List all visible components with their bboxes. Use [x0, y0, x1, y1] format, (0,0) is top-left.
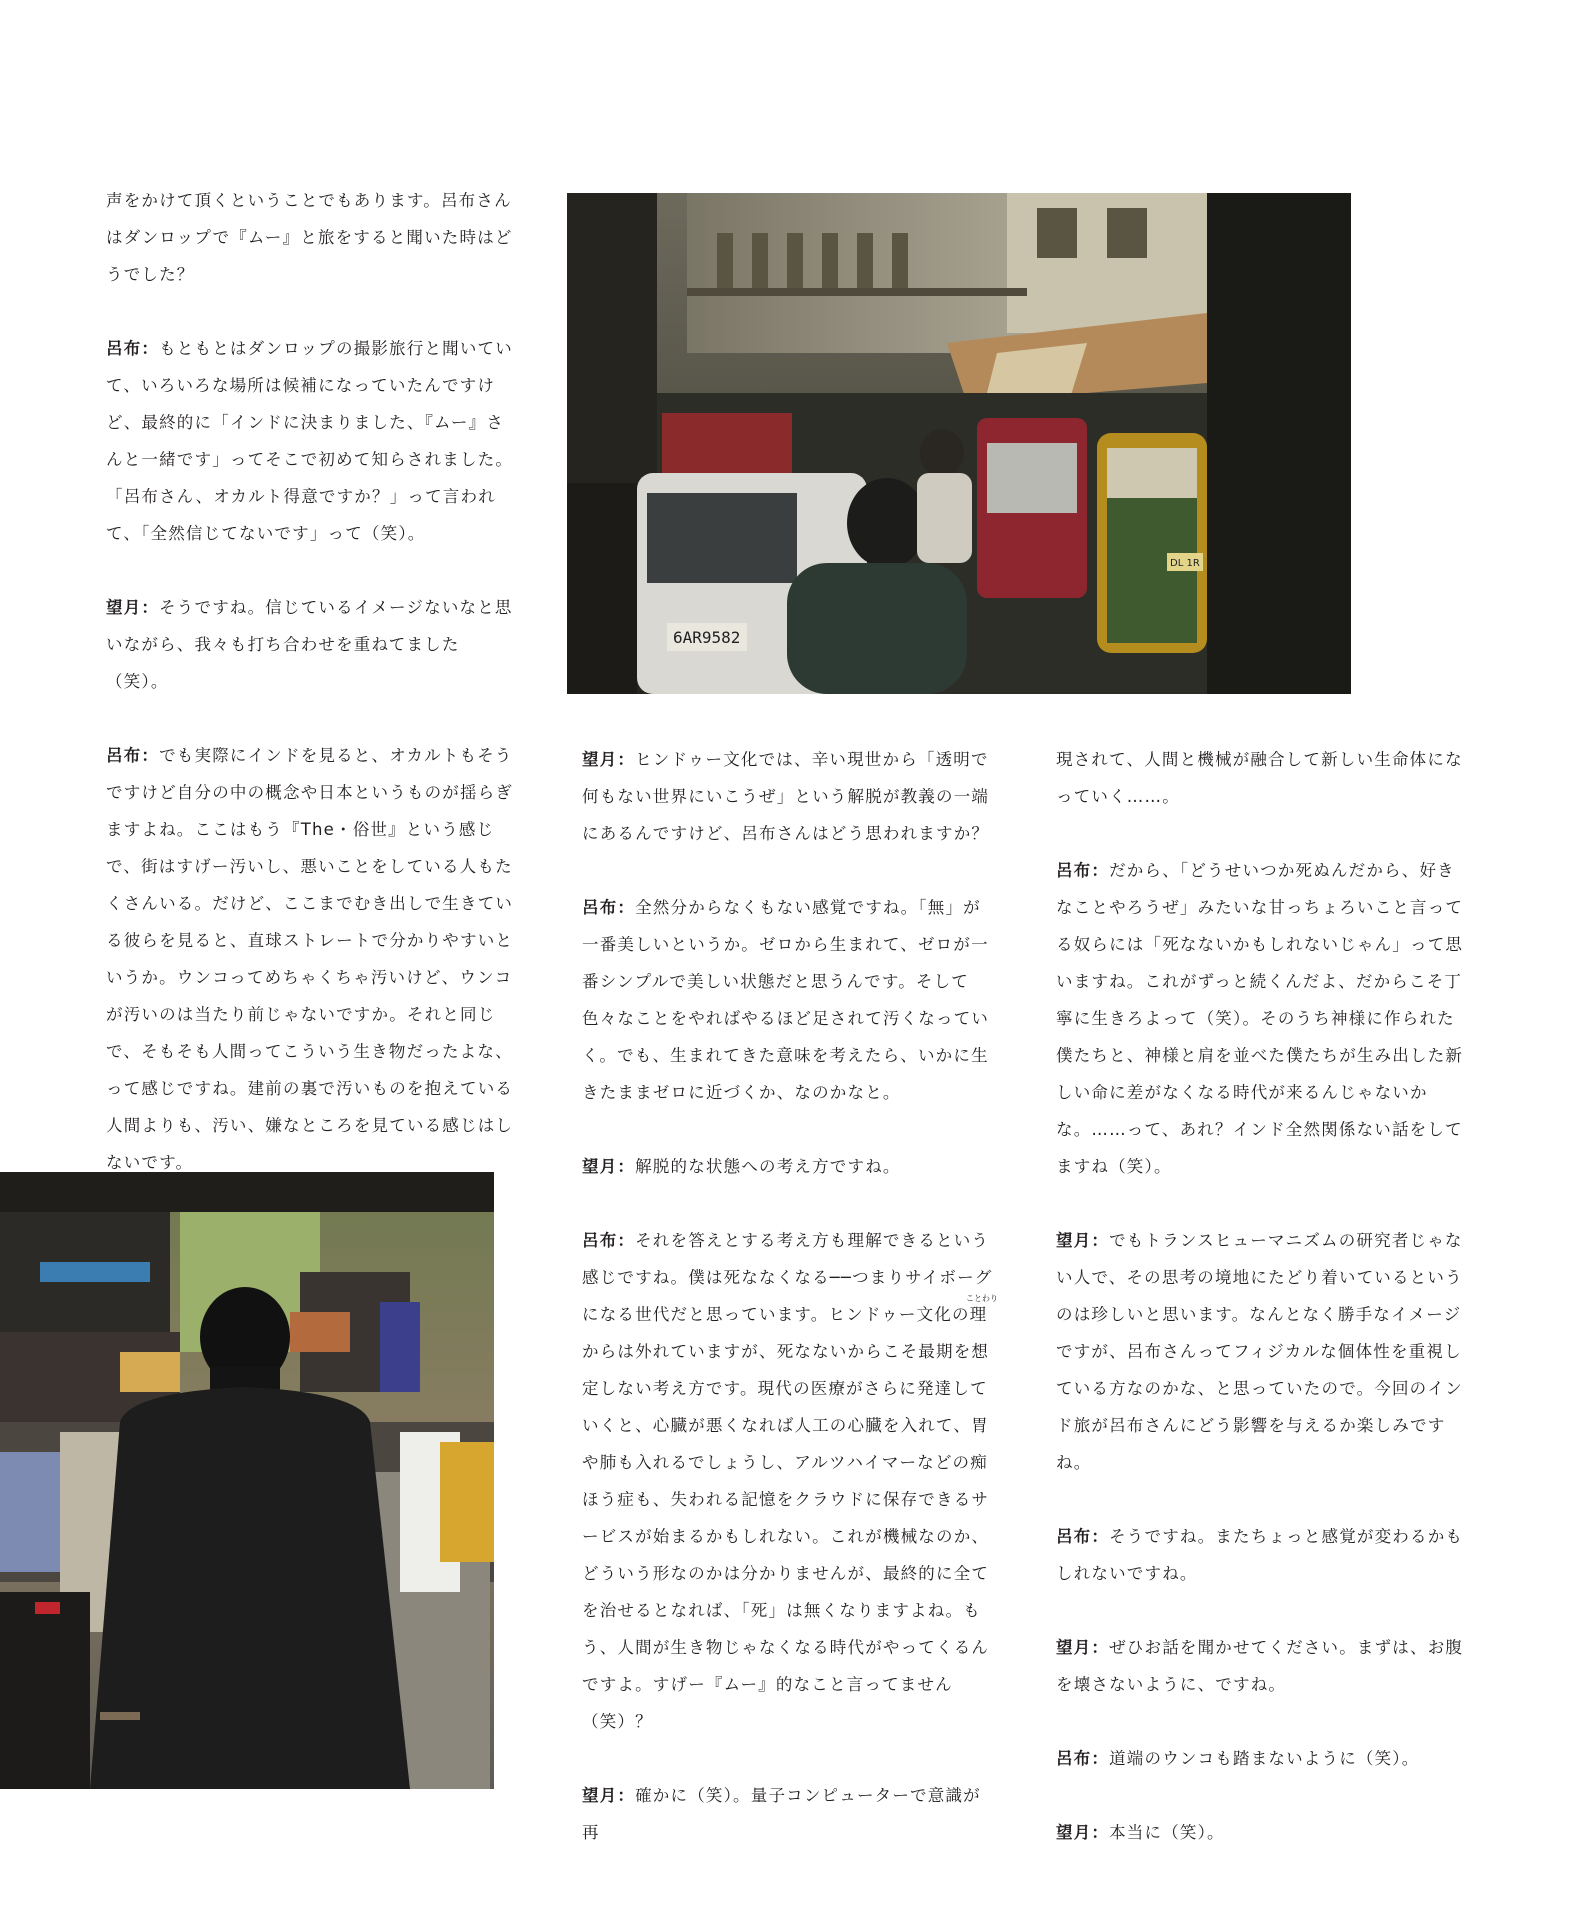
- speaker-label: 呂布：: [1056, 1527, 1110, 1546]
- paragraph: [106, 182, 521, 293]
- text-column-3: [1056, 741, 1471, 1851]
- text-column-1: [106, 182, 521, 1181]
- paragraph: [106, 737, 521, 1181]
- speaker-label: 望月：: [582, 1786, 636, 1805]
- speaker-label: 望月：: [1056, 1638, 1110, 1657]
- paragraph-text: 声をかけて頂くということでもあります。呂布さんはダンロップで『ムー』と旅をすると聞いた時はどうでした？: [106, 191, 513, 284]
- paragraph-text: それを答えとする考え方も理解できるという感じですね。僕は死ななくなる──つまりサイボーグになる世代だと思っています。ヒンドゥー文化の理からは外れていますが、死なないからこそ最期を想定しない考え方です。現代の医療がさらに発達していくと、心臓が悪くなれば人工の心臓を入れて、胃や肺も入れるでしょうし、アルツハイマーなどの痴ほう症も、失われる記憶をクラウドに保存できるサービスが始まるかもしれない。これが機械なのか、どういう形なのかは分かりませんが、最終的に全てを治せるとなれば、「死」は無くなりますよね。もう、人間が生き物じゃなくなる時代がやってくるんですよ。すげー『ムー』的なこと言ってません（笑）？: [582, 1231, 993, 1731]
- speaker-label: 望月：: [1056, 1231, 1110, 1250]
- speaker-label: 呂布：: [106, 339, 160, 358]
- paragraph-text: でも実際にインドを見ると、オカルトもそうですけど自分の中の概念や日本というものが揺らぎますよね。ここはもう『The・俗世』という感じで、街はすげー汚いし、悪いことをしている人もたくさんいる。だけど、ここまでむき出しで生きている彼らを見ると、直球ストレートで分かりやすいというか。ウンコってめちゃくちゃ汚いけど、ウンコが汚いのは当たり前じゃないですか。それと同じで、そもそも人間ってこういう生き物だったよな、って感じですね。建前の裏で汚いものを抱えている人間よりも、汚い、嫌なところを見ている感じはしないです。: [106, 746, 514, 1172]
- paragraph: [582, 741, 997, 852]
- paragraph-text: ヒンドゥー文化では、辛い現世から「透明で何もない世界にいこうぜ」という解脱が教義の一端にあるんですけど、呂布さんはどう思われますか？: [582, 750, 990, 843]
- paragraph-text: 本当に（笑）。: [1109, 1823, 1225, 1842]
- speaker-label: 望月：: [582, 1157, 636, 1176]
- paragraph-text: そうですね。またちょっと感覚が変わるかもしれないですね。: [1056, 1527, 1464, 1583]
- paragraph-text: ぜひお話を聞かせてください。まずは、お腹を壊さないように、ですね。: [1056, 1638, 1464, 1694]
- paragraph-text: 確かに（笑）。量子コンピューターで意識が再: [582, 1786, 981, 1842]
- speaker-label: 呂布：: [1056, 861, 1110, 880]
- speaker-label: 望月：: [106, 598, 160, 617]
- speaker-label: 望月：: [582, 750, 636, 769]
- paragraph: [1056, 1814, 1471, 1851]
- paragraph: [1056, 1222, 1471, 1481]
- rickshaw-plate-text: DL 1R: [1170, 558, 1200, 569]
- paragraph: [1056, 1740, 1471, 1777]
- paragraph: [1056, 741, 1471, 815]
- paragraph: [1056, 1518, 1471, 1592]
- paragraph-text: でもトランスヒューマニズムの研究者じゃない人で、その思考の境地にたどり着いているというのは珍しいと思います。なんとなく勝手なイメージですが、呂布さんってフィジカルな個体性を重視している方なのかな、と思っていたので。今回のインド旅が呂布さんにどう影響を与えるか楽しみですね。: [1056, 1231, 1463, 1472]
- speaker-label: 望月：: [1056, 1823, 1110, 1842]
- paragraph: [1056, 852, 1471, 1185]
- text-column-2: [582, 741, 997, 1851]
- paragraph-text: だから、「どうせいつか死ぬんだから、好きなことやろうぜ」みたいな甘っちょろいこと言ってる奴らには「死なないかもしれないじゃん」って思いますね。これがずっと続くんだよ、だからこそ丁寧に生きろよって（笑）。そのうち神様に作られた僕たちと、神様と肩を並べた僕たちが生み出した新しい命に差がなくなる時代が来るんじゃないかな。……って、あれ？インド全然関係ない話をしてますね（笑）。: [1056, 861, 1464, 1176]
- paragraph: [582, 1222, 997, 1740]
- vehicle-plate-text: 6AR9582: [673, 628, 741, 647]
- ruby-annotation: ことわり: [966, 1294, 998, 1303]
- speaker-label: 呂布：: [1056, 1749, 1110, 1768]
- speaker-label: 呂布：: [582, 1231, 636, 1250]
- speaker-label: 呂布：: [582, 898, 636, 917]
- paragraph-text: 全然分からなくもない感覚ですね。「無」が一番美しいというか。ゼロから生まれて、ゼロが一番シンプルで美しい状態だと思うんです。そして色々なことをやればやるほど足されて汚くなっていく。でも、生まれてきた意味を考えたら、いかに生きたままゼロに近づくか、なのかなと。: [582, 898, 990, 1102]
- paragraph-text: 現されて、人間と機械が融合して新しい生命体になっていく……。: [1056, 750, 1463, 806]
- speaker-label: 呂布：: [106, 746, 160, 765]
- paragraph-text: 道端のウンコも踏まないように（笑）。: [1109, 1749, 1420, 1768]
- paragraph: [582, 889, 997, 1111]
- paragraph: [1056, 1629, 1471, 1703]
- paragraph-text: そうですね。信じているイメージないなと思いながら、我々も打ち合わせを重ねてました（笑）。: [106, 598, 513, 691]
- paragraph: [106, 589, 521, 700]
- paragraph: [106, 330, 521, 552]
- street-traffic-photo: [567, 193, 1351, 694]
- paragraph: [582, 1148, 997, 1185]
- paragraph-text: もともとはダンロップの撮影旅行と聞いていて、いろいろな場所は候補になっていたんですけど、最終的に「インドに決まりました、『ムー』さんと一緒です」ってそこで初めて知らされました。「呂布さん、オカルト得意ですか？」って言われて、「全然信じてないです」って（笑）。: [106, 339, 514, 543]
- paragraph-text: 解脱的な状態への考え方ですね。: [635, 1157, 901, 1176]
- paragraph: [582, 1777, 997, 1851]
- market-walk-photo: [0, 1172, 494, 1789]
